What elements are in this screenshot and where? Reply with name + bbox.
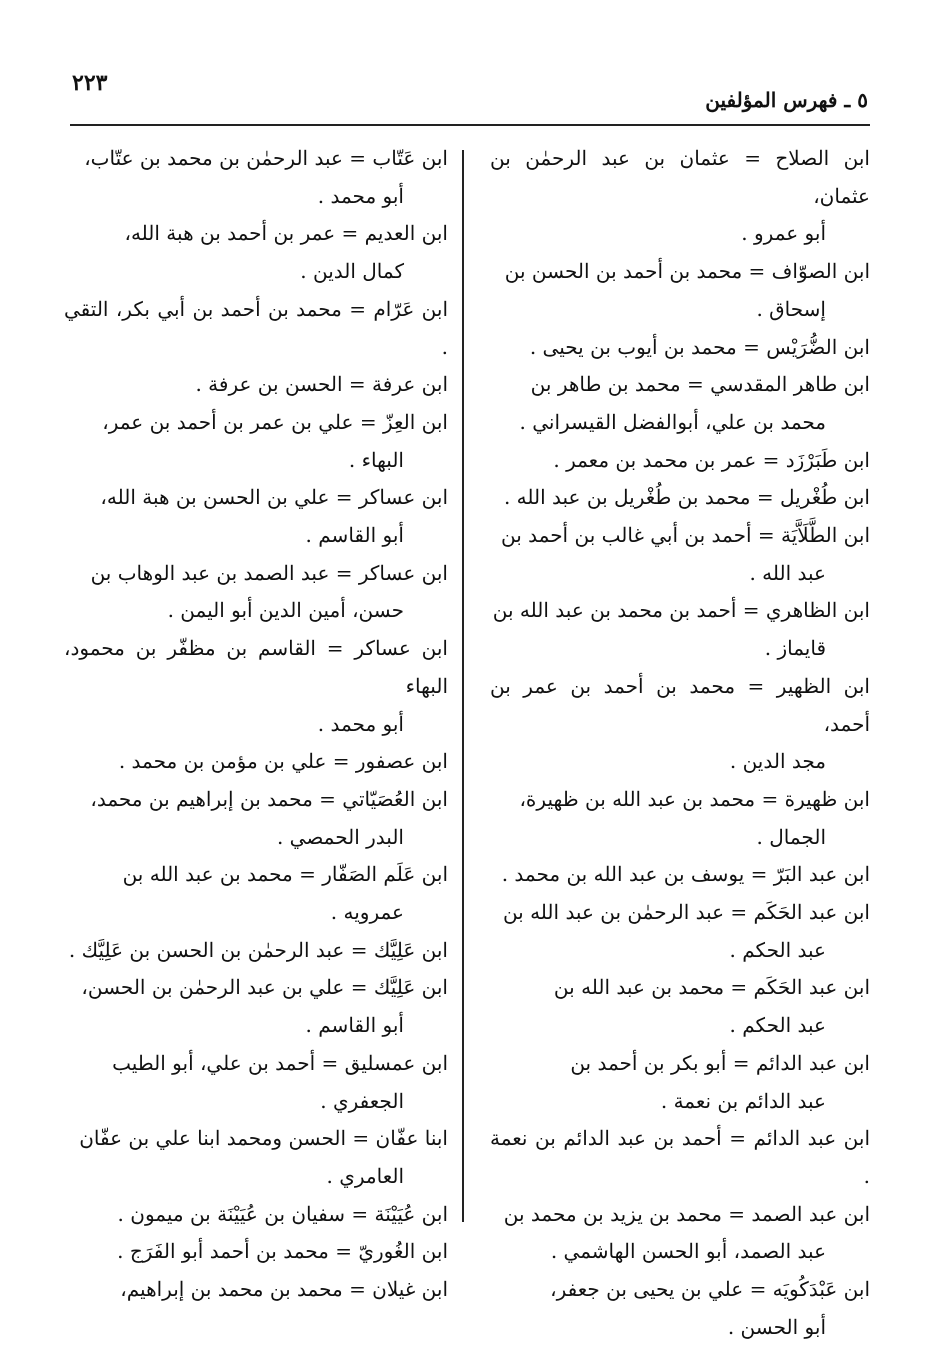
- entry-line: ابن العُصَيّاتي = محمد بن إبراهيم بن محمد،: [90, 786, 448, 811]
- entry-continuation: أبو محمد .: [317, 711, 404, 736]
- entry-line: ابن عَلِيَّك = علي بن عبد الرحمٰن بن الحسن،: [81, 975, 448, 1000]
- index-entry: [490, 140, 870, 253]
- index-entry: [64, 1271, 448, 1309]
- entry-line: ابن عصفور = علي بن مؤمن بن محمد .: [118, 749, 448, 774]
- index-entry: [490, 1045, 870, 1120]
- index-entry: [490, 1196, 870, 1271]
- header-rule: [70, 124, 870, 126]
- index-entry: [64, 1233, 448, 1271]
- index-entry: [490, 592, 870, 667]
- entry-continuation: عبد الله .: [749, 560, 826, 585]
- entry-line: ابن عَتّاب = عبد الرحمٰن بن محمد بن عتّاب،: [84, 146, 448, 170]
- entry-line: ابن عبد الدائم = أحمد بن عبد الدائم بن نعمة .: [490, 1126, 870, 1188]
- entry-line: ابن طاهر المقدسي = محمد بن طاهر بن: [530, 372, 870, 397]
- entry-continuation: عمرويه .: [330, 900, 404, 925]
- entry-continuation: أبو عمرو .: [741, 221, 826, 246]
- entry-line: ابن طَبَرْزَد = عمر بن محمد بن معمر .: [553, 447, 870, 472]
- index-entry: [64, 630, 448, 743]
- index-entry: [64, 781, 448, 856]
- index-entry: [64, 479, 448, 554]
- entry-continuation: أبو القاسم .: [305, 523, 404, 548]
- entry-continuation: عبد الدائم بن نعمة .: [660, 1088, 826, 1113]
- index-entry: [490, 329, 870, 367]
- index-entry: [64, 932, 448, 970]
- entry-line: ابن العديم = عمر بن أحمد بن هبة الله،: [124, 221, 448, 246]
- page-number: ٢٢٣: [72, 70, 108, 96]
- index-entry: [64, 856, 448, 931]
- entry-continuation: عبد الحكم .: [729, 1013, 826, 1038]
- entry-continuation: إسحاق .: [756, 296, 826, 321]
- index-entry: [64, 743, 448, 781]
- entry-continuation: العامري .: [326, 1163, 404, 1188]
- index-entry: [490, 442, 870, 480]
- index-entry: [490, 366, 870, 441]
- entry-continuation: كمال الدين .: [300, 259, 404, 284]
- entry-continuation: عبد الحكم .: [729, 937, 826, 962]
- column-divider: [462, 150, 464, 1222]
- entry-continuation: عبد الصمد، أبو الحسن الهاشمي .: [550, 1239, 826, 1264]
- index-entry: [490, 894, 870, 969]
- entry-continuation: البهاء .: [348, 447, 404, 472]
- entry-line: ابن عبد الصمد = محمد بن يزيد بن محمد بن: [503, 1201, 870, 1226]
- entry-line: ابن الضُّرَيْس = محمد بن أيوب بن يحيى .: [529, 334, 870, 359]
- entry-continuation: أبو الحسن .: [727, 1314, 826, 1339]
- entry-line: ابن عساكر = عبد الصمد بن عبد الوهاب بن: [90, 560, 448, 585]
- entry-line: ابن عَلَم الصَفّار = محمد بن عبد الله بن: [122, 862, 448, 887]
- entry-line: ابن الصوّاف = محمد بن أحمد بن الحسن بن: [504, 259, 870, 284]
- entry-line: ابن عُيَيْنَة = سفيان بن عُيَيْنَة بن ميمون .: [117, 1201, 448, 1226]
- entry-continuation: أبو القاسم .: [305, 1013, 404, 1038]
- entry-line: ابن عبد الحَكَم = محمد بن عبد الله بن: [553, 975, 870, 1000]
- entry-continuation: محمد بن علي، أبوالفضل القيسراني .: [519, 409, 826, 434]
- left-column: [64, 140, 448, 1309]
- index-entry: [64, 404, 448, 479]
- entry-line: ابن عَلِيَّك = عبد الرحمٰن بن الحسن بن عَلِيَّك .: [68, 937, 448, 962]
- index-entry: [490, 856, 870, 894]
- entry-line: ابن عَبْدَكُويَه = علي بن يحيى بن جعفر،: [550, 1277, 870, 1302]
- entry-line: ابن الظاهري = أحمد بن محمد بن عبد الله بن: [492, 598, 870, 623]
- index-entry: [490, 668, 870, 781]
- entry-continuation: حسن، أمين الدين أبو اليمن .: [167, 598, 404, 623]
- section-title: ٥ ـ فهرس المؤلفين: [705, 88, 868, 112]
- index-entry: [490, 969, 870, 1044]
- entry-line: ابن عبد الدائم = أبو بكر بن أحمد بن: [570, 1050, 870, 1075]
- entry-continuation: مجد الدين .: [729, 749, 826, 774]
- entry-continuation: قايماز .: [764, 636, 826, 661]
- index-entry: [490, 479, 870, 517]
- entry-line: ابن الظهير = محمد بن أحمد بن عمر بن أحمد،: [490, 673, 870, 736]
- index-entry: [490, 781, 870, 856]
- entry-line: ابن عساكر = القاسم بن مظفّر بن محمود، البهاء: [64, 636, 448, 698]
- entry-line: ابن عرفة = الحسن بن عرفة .: [195, 372, 448, 397]
- entry-continuation: الجمال .: [756, 824, 826, 849]
- index-entry: [64, 1045, 448, 1120]
- entry-line: ابن الطَّلَاَّيَة = أحمد بن أبي غالب بن أحمد بن: [500, 523, 870, 548]
- entry-line: ابن عساكر = علي بن الحسن بن هبة الله،: [100, 485, 448, 510]
- index-entry: [64, 1196, 448, 1234]
- entry-line: ابن طُغْريل = محمد بن طُغْريل بن عبد الله .: [503, 485, 870, 510]
- index-entry: [490, 1271, 870, 1346]
- entry-continuation: أبو محمد .: [317, 183, 404, 208]
- index-entry: [64, 140, 448, 215]
- entry-line: ابن عَرّام = محمد بن أحمد بن أبي بكر، التقي .: [64, 296, 448, 359]
- entry-line: ابن عبد البَرّ = يوسف بن عبد الله بن محمد .: [501, 862, 870, 887]
- entry-line: ابنا عفّان = الحسن ومحمد ابنا علي بن عفّان: [79, 1126, 448, 1151]
- entry-line: ابن الصلاح = عثمان بن عبد الرحمٰن بن عثمان،: [490, 146, 870, 208]
- index-entry: [64, 1120, 448, 1195]
- entry-continuation: الجعفري .: [320, 1088, 404, 1113]
- entry-line: ابن ظهيرة = محمد بن عبد الله بن ظهيرة،: [519, 786, 870, 811]
- entry-line: ابن غيلان = محمد بن محمد بن إبراهيم،: [120, 1277, 448, 1302]
- entry-line: ابن العِزّ = علي بن عمر بن أحمد بن عمر،: [102, 409, 448, 434]
- index-entry: [64, 366, 448, 404]
- index-entry: [64, 555, 448, 630]
- entry-line: ابن الغُوريّ = محمد بن أحمد أبو الفَرَج .: [117, 1239, 448, 1264]
- entry-line: ابن عمسليق = أحمد بن علي، أبو الطيب: [112, 1050, 448, 1075]
- index-entry: [64, 215, 448, 290]
- index-entry: [490, 517, 870, 592]
- entry-continuation: البدر الحمصي .: [276, 824, 404, 849]
- right-column: [490, 140, 870, 1347]
- index-entry: [490, 1120, 870, 1195]
- index-entry: [490, 253, 870, 328]
- index-entry: [64, 969, 448, 1044]
- entry-line: ابن عبد الحَكَم = عبد الرحمٰن بن عبد الله بن: [502, 900, 870, 925]
- index-entry: [64, 291, 448, 366]
